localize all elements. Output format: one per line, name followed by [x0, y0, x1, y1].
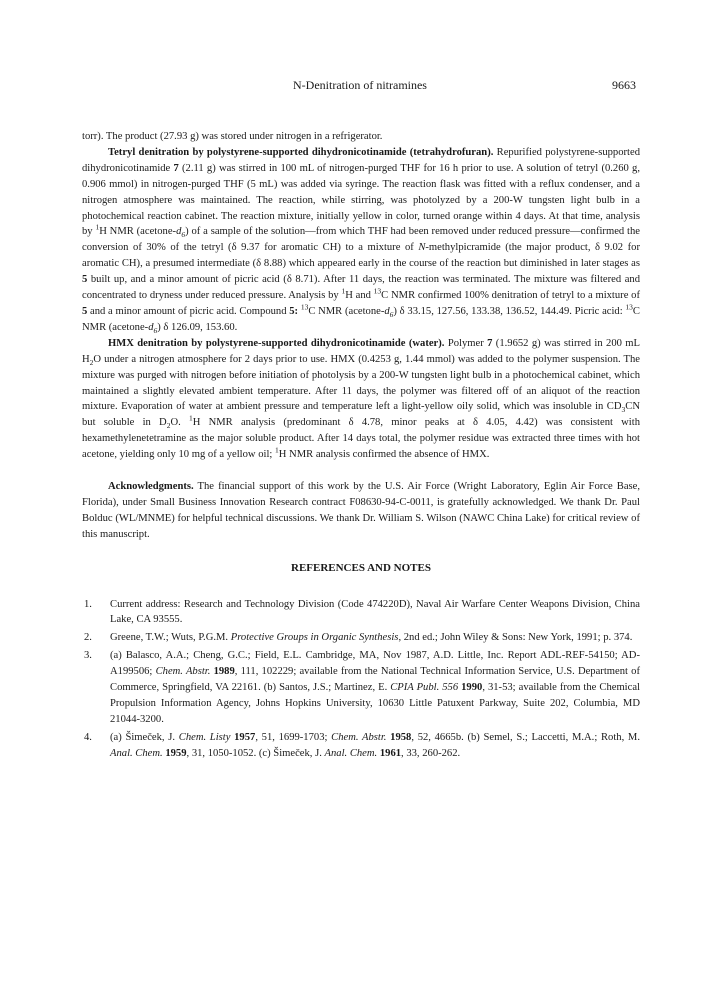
reference-item: 4. (a) Šimeček, J. Chem. Listy 1957, 51, 1699-1703; Chem. Abstr. 1958, 52, 4665b. (b) Semel, S.; Laccetti, M.A.; Roth, M. Anal. Chem. 1959, 31, 1050-1052. (c) Šimeček, J. Anal. Chem. 1961, 33, 260-262.: [84, 731, 640, 759]
paragraph-tetryl-denitration: Tetryl denitration by polystyrene-supported dihydronicotinamide (tetrahydrofuran). Repurified polystyrene-supported dihydronicotinamide 7 (2.11 g) was stirred in 100 mL of nitrogen-purged THF for 16 h prior to use. A solution of tetryl (0.260 g, 0.906 mmol) in nitrogen-purged THF (5 mL) was added via syringe. The reaction flask was fitted with a reflux condenser, and a nitrogen atmosphere was maintained. The reaction, while stirring, was photolyzed by a 200-W tungsten light bulb in a photochemical reaction cabinet. The reaction mixture, initially yellow in color, turned orange within 4 days. At that time, analysis by $^1$H NMR $(acetone-d_6)$ of a sample of the solution—from which THF had been removed under reduced pressure—confirmed the conversion of 30% of the tetryl (δ 9.37 for aromatic CH) to a mixture of N-methylpicramide (the major product, δ 9.02 for aromatic CH), a presumed intermediate (δ 8.88) which appeared early in the course of the reaction but diminished in later stages as 5 built up, and a minor amount of picric acid (δ 8.71). After 11 days, the reaction was terminated. The mixture was filtered and concentrated to dryness under reduced pressure. Analysis by $^1$H and $^{13}$C NMR confirmed 100% denitration of tetryl to a mixture of 5 and a minor amount of picric acid. Compound 5: $^{13}$C NMR $(acetone-d_6)$ δ 33.15, 127.56, 133.38, 136.52, 144.49. Picric acid: $^{13}$C NMR $(acetone-d_6)$ δ 126.09, 153.60.: [82, 146, 640, 335]
paragraph-continuation: torr). The product (27.93 g) was stored under nitrogen in a refrigerator.: [82, 131, 383, 142]
reference-number: 2.: [84, 632, 92, 644]
paragraph-hmx-denitration: HMX denitration by polystyrene-supported dihydronicotinamide (water). Polymer 7 (1.9652 g) was stirred in 200 mL $H_2O$ under a nitrogen atmosphere for 2 days prior to use. HMX (0.4253 g, 1.44 mmol) was added to the polymer suspension. The mixture was purged with nitrogen before initiation of photolysis by a 200-W tungsten light bulb in a photochemical cabinet, which maintained a slightly elevated ambient temperature. After 11 days, the polymer was filtered off of an aliquot of the reaction mixture. Evaporation of water at ambient pressure and temperature left a light-yellow oily solid, which was insoluble in $CD_3CN$ but soluble in $D_2O$. $^1$H NMR analysis (predominant δ 4.78, minor peaks at δ 4.05, 4.42) was consistent with hexamethylenetetramine as the major soluble product. After 14 days total, the polymer residue was extracted three times with hot acetone, yielding only 10 mg of a yellow oil; $^1$H NMR analysis confirmed the absence of HMX.: [82, 337, 641, 461]
compound-ref: 7: [173, 162, 179, 174]
reference-item: 1. Current address: Research and Technology Division (Code 474220D), Naval Air Warfare Center Weapons Division, China Lake, CA 93555.: [84, 598, 640, 626]
page-number: 9663: [612, 78, 636, 92]
acknowledgments-title: Acknowledgments.: [108, 481, 194, 493]
document-body: [82, 129, 640, 764]
reference-number: 4.: [84, 731, 92, 743]
section-title-tetryl: Tetryl denitration by polystyrene-supported dihydronicotinamide (tetrahydrofuran).: [108, 146, 494, 158]
paragraph-acknowledgments: Acknowledgments. The financial support of this work by the U.S. Air Force (Wright Laboratory, Eglin Air Force Base, Florida), under Small Business Innovation Research contract F08630-94-C-0011, is gratefully acknowledged. We thank Dr. Paul Bolduc (WL/MNME) for helpful technical discussions. We thank Dr. William S. Wilson (NAWC China Lake) for critical review of this manuscript.: [82, 481, 640, 540]
reference-number: 1.: [84, 598, 92, 610]
compound-ref: 5:: [289, 305, 299, 317]
compound-ref: 5: [82, 274, 88, 286]
references-list: [82, 597, 640, 762]
compound-ref: 5: [82, 305, 88, 317]
reference-number: 3.: [84, 650, 92, 662]
reference-item: 2. Greene, T.W.; Wuts, P.G.M. Protective Groups in Organic Synthesis, 2nd ed.; John Wiley & Sons: New York, 1991; p. 374.: [82, 630, 640, 646]
references-heading: REFERENCES AND NOTES: [291, 561, 431, 574]
running-title: N-Denitration of nitramines: [293, 78, 427, 92]
section-title-hmx: HMX denitration by polystyrene-supported dihydronicotinamide (water).: [108, 337, 445, 349]
compound-ref: 7: [487, 337, 493, 349]
reference-item: 3. (a) Balasco, A.A.; Cheng, G.C.; Field, E.L. Cambridge, MA, Nov 1987, A.D. Little, Inc. Report ADL-REF-54150; AD-A199506; Chem. Abstr. 1989, 111, 102229; available from the National Technical Information Service, U.S. Department of Commerce, Springfield, VA 22161. (b) Santos, J.S.; Martinez, E. CPIA Publ. 556 1990, 31-53; available from the Chemical Propulsion Information Agency, Johns Hopkins University, 10630 Little Patuxent Parkway, Suite 202, Columbia, MD 21044-3200.: [84, 650, 640, 725]
